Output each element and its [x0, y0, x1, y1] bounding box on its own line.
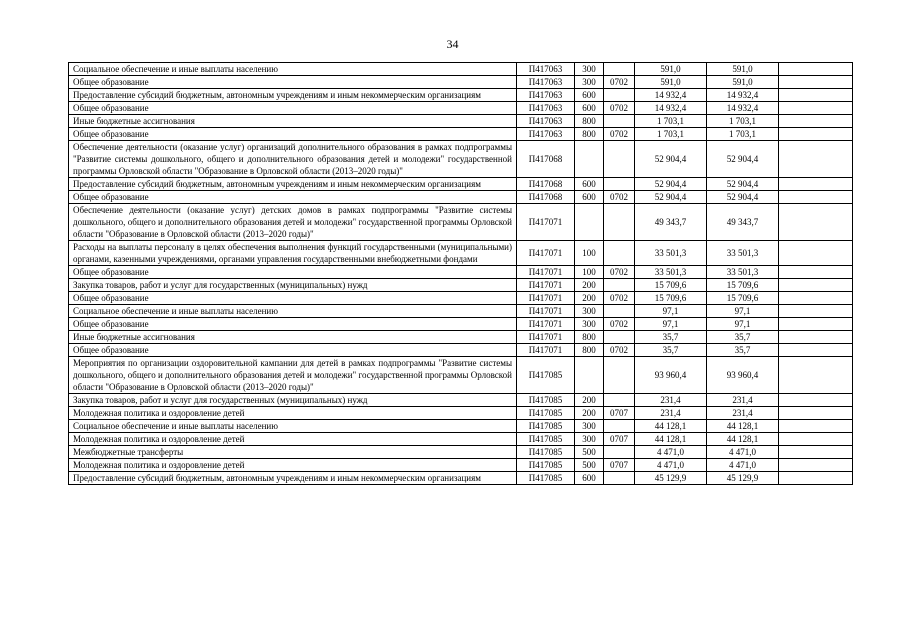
row-expense-type-cell: 200: [575, 279, 604, 292]
row-amount-2-cell: 4 471,0: [707, 459, 779, 472]
row-amount-2-cell: 33 501,3: [707, 241, 779, 266]
row-empty-cell: [779, 204, 853, 241]
row-section-cell: 0702: [604, 344, 635, 357]
row-code-cell: П417071: [517, 318, 575, 331]
row-code-cell: П417063: [517, 63, 575, 76]
row-name-cell: Социальное обеспечение и иные выплаты населению: [69, 305, 517, 318]
row-expense-type-cell: 200: [575, 292, 604, 305]
table-row: [69, 446, 853, 459]
row-amount-2-cell: 97,1: [707, 305, 779, 318]
table-row: [69, 318, 853, 331]
row-expense-type-cell: 500: [575, 459, 604, 472]
row-code-cell: П417085: [517, 420, 575, 433]
row-expense-type-cell: 300: [575, 63, 604, 76]
row-amount-2-cell: 35,7: [707, 331, 779, 344]
row-code-cell: П417071: [517, 292, 575, 305]
row-amount-2-cell: 44 128,1: [707, 420, 779, 433]
row-section-cell: [604, 279, 635, 292]
row-section-cell: 0702: [604, 128, 635, 141]
row-amount-2-cell: 231,4: [707, 407, 779, 420]
row-section-cell: 0702: [604, 318, 635, 331]
row-name-cell: Общее образование: [69, 266, 517, 279]
row-code-cell: П417063: [517, 115, 575, 128]
row-name-cell: Предоставление субсидий бюджетным, автономным учреждениям и иным некоммерческим организациям: [69, 472, 517, 485]
row-expense-type-cell: [575, 204, 604, 241]
row-empty-cell: [779, 76, 853, 89]
row-amount-1-cell: 52 904,4: [635, 178, 707, 191]
row-amount-1-cell: 231,4: [635, 394, 707, 407]
row-code-cell: П417071: [517, 344, 575, 357]
row-amount-1-cell: 93 960,4: [635, 357, 707, 394]
row-code-cell: П417063: [517, 102, 575, 115]
row-section-cell: [604, 420, 635, 433]
row-name-cell: Молодежная политика и оздоровление детей: [69, 459, 517, 472]
row-code-cell: П417085: [517, 357, 575, 394]
row-expense-type-cell: 600: [575, 191, 604, 204]
row-amount-1-cell: 15 709,6: [635, 279, 707, 292]
table-row: [69, 102, 853, 115]
row-name-cell: Общее образование: [69, 344, 517, 357]
row-amount-1-cell: 97,1: [635, 305, 707, 318]
row-expense-type-cell: 800: [575, 331, 604, 344]
row-empty-cell: [779, 446, 853, 459]
row-amount-1-cell: 4 471,0: [635, 446, 707, 459]
page-number: 34: [446, 37, 459, 51]
row-code-cell: П417071: [517, 305, 575, 318]
row-expense-type-cell: 200: [575, 394, 604, 407]
table-row: [69, 279, 853, 292]
row-section-cell: 0702: [604, 266, 635, 279]
row-section-cell: [604, 63, 635, 76]
row-name-cell: Общее образование: [69, 102, 517, 115]
budget-table: [68, 62, 853, 485]
row-empty-cell: [779, 420, 853, 433]
row-amount-1-cell: 45 129,9: [635, 472, 707, 485]
table-row: [69, 266, 853, 279]
row-amount-2-cell: 15 709,6: [707, 279, 779, 292]
row-code-cell: П417063: [517, 128, 575, 141]
row-name-cell: Иные бюджетные ассигнования: [69, 331, 517, 344]
row-amount-1-cell: 49 343,7: [635, 204, 707, 241]
row-amount-2-cell: 33 501,3: [707, 266, 779, 279]
row-amount-2-cell: 93 960,4: [707, 357, 779, 394]
row-empty-cell: [779, 241, 853, 266]
row-code-cell: П417085: [517, 394, 575, 407]
row-expense-type-cell: 300: [575, 305, 604, 318]
row-amount-2-cell: 4 471,0: [707, 446, 779, 459]
row-amount-1-cell: 35,7: [635, 344, 707, 357]
row-amount-2-cell: 1 703,1: [707, 115, 779, 128]
row-amount-1-cell: 231,4: [635, 407, 707, 420]
table-row: [69, 128, 853, 141]
row-empty-cell: [779, 266, 853, 279]
row-empty-cell: [779, 433, 853, 446]
row-name-cell: Обеспечение деятельности (оказание услуг) организаций дополнительного образования в рамках подпрограммы "Развитие системы дошкольного, общего и дополнительного образования детей и молодежи" государственной программы Орловской области "Образование в Орловской области (2013–2020 годы)": [69, 141, 517, 178]
row-name-cell: Общее образование: [69, 318, 517, 331]
row-empty-cell: [779, 292, 853, 305]
table-row: [69, 459, 853, 472]
row-name-cell: Мероприятия по организации оздоровительной кампании для детей в рамках подпрограммы "Развитие системы дошкольного, общего и дополнительного образования детей и молодежи" государственной программы Орловской области "Образование в Орловской области (2013–2020 годы)": [69, 357, 517, 394]
row-code-cell: П417063: [517, 89, 575, 102]
row-section-cell: [604, 204, 635, 241]
row-name-cell: Предоставление субсидий бюджетным, автономным учреждениям и иным некоммерческим организациям: [69, 89, 517, 102]
table-row: [69, 241, 853, 266]
row-code-cell: П417071: [517, 331, 575, 344]
row-section-cell: [604, 446, 635, 459]
row-section-cell: 0702: [604, 76, 635, 89]
row-amount-1-cell: 591,0: [635, 76, 707, 89]
row-empty-cell: [779, 344, 853, 357]
row-amount-2-cell: 14 932,4: [707, 102, 779, 115]
row-section-cell: [604, 241, 635, 266]
row-name-cell: Социальное обеспечение и иные выплаты населению: [69, 420, 517, 433]
row-amount-1-cell: 15 709,6: [635, 292, 707, 305]
row-expense-type-cell: [575, 141, 604, 178]
row-expense-type-cell: 800: [575, 128, 604, 141]
row-empty-cell: [779, 128, 853, 141]
table-row: [69, 178, 853, 191]
row-expense-type-cell: 300: [575, 420, 604, 433]
row-section-cell: [604, 178, 635, 191]
row-empty-cell: [779, 115, 853, 128]
table-row: [69, 331, 853, 344]
row-amount-1-cell: 52 904,4: [635, 141, 707, 178]
row-code-cell: П417068: [517, 191, 575, 204]
row-name-cell: Общее образование: [69, 292, 517, 305]
row-expense-type-cell: 800: [575, 344, 604, 357]
row-code-cell: П417085: [517, 433, 575, 446]
table-row: [69, 204, 853, 241]
row-section-cell: [604, 305, 635, 318]
row-amount-2-cell: 591,0: [707, 63, 779, 76]
row-name-cell: Общее образование: [69, 76, 517, 89]
row-amount-2-cell: 97,1: [707, 318, 779, 331]
row-section-cell: [604, 331, 635, 344]
row-code-cell: П417071: [517, 279, 575, 292]
table-row: [69, 89, 853, 102]
table-row: [69, 407, 853, 420]
table-row: [69, 433, 853, 446]
table-row: [69, 76, 853, 89]
row-section-cell: 0707: [604, 433, 635, 446]
table-row: [69, 191, 853, 204]
table-row: [69, 292, 853, 305]
row-name-cell: Общее образование: [69, 128, 517, 141]
table-row: [69, 63, 853, 76]
row-code-cell: П417085: [517, 459, 575, 472]
table-row: [69, 115, 853, 128]
row-expense-type-cell: 300: [575, 76, 604, 89]
row-expense-type-cell: 600: [575, 89, 604, 102]
row-name-cell: Расходы на выплаты персоналу в целях обеспечения выполнения функций государственными (муниципальными) органами, казенными учреждениями, органами управления государственными внебюджетными фондами: [69, 241, 517, 266]
row-section-cell: [604, 472, 635, 485]
table-row: [69, 141, 853, 178]
row-expense-type-cell: 600: [575, 472, 604, 485]
row-section-cell: 0707: [604, 459, 635, 472]
row-amount-2-cell: 45 129,9: [707, 472, 779, 485]
row-amount-2-cell: 49 343,7: [707, 204, 779, 241]
row-amount-2-cell: 35,7: [707, 344, 779, 357]
row-amount-1-cell: 35,7: [635, 331, 707, 344]
row-amount-2-cell: 15 709,6: [707, 292, 779, 305]
row-name-cell: Закупка товаров, работ и услуг для государственных (муниципальных) нужд: [69, 279, 517, 292]
row-empty-cell: [779, 191, 853, 204]
row-amount-2-cell: 1 703,1: [707, 128, 779, 141]
table-row: [69, 472, 853, 485]
row-amount-1-cell: 97,1: [635, 318, 707, 331]
row-code-cell: П417071: [517, 241, 575, 266]
row-code-cell: П417071: [517, 266, 575, 279]
budget-table-body: [69, 63, 853, 485]
row-code-cell: П417085: [517, 407, 575, 420]
row-expense-type-cell: 500: [575, 446, 604, 459]
row-amount-1-cell: 14 932,4: [635, 102, 707, 115]
row-empty-cell: [779, 178, 853, 191]
row-amount-1-cell: 33 501,3: [635, 241, 707, 266]
row-amount-2-cell: 52 904,4: [707, 191, 779, 204]
row-empty-cell: [779, 459, 853, 472]
row-code-cell: П417071: [517, 204, 575, 241]
row-name-cell: Предоставление субсидий бюджетным, автономным учреждениям и иным некоммерческим организациям: [69, 178, 517, 191]
row-empty-cell: [779, 63, 853, 76]
row-name-cell: Иные бюджетные ассигнования: [69, 115, 517, 128]
row-empty-cell: [779, 472, 853, 485]
row-section-cell: [604, 394, 635, 407]
row-section-cell: 0707: [604, 407, 635, 420]
row-code-cell: П417068: [517, 178, 575, 191]
row-empty-cell: [779, 89, 853, 102]
row-amount-2-cell: 231,4: [707, 394, 779, 407]
row-amount-1-cell: 1 703,1: [635, 128, 707, 141]
row-amount-2-cell: 52 904,4: [707, 178, 779, 191]
row-empty-cell: [779, 279, 853, 292]
table-row: [69, 344, 853, 357]
row-amount-1-cell: 44 128,1: [635, 420, 707, 433]
row-section-cell: [604, 141, 635, 178]
row-amount-2-cell: 52 904,4: [707, 141, 779, 178]
row-expense-type-cell: 300: [575, 318, 604, 331]
row-amount-1-cell: 52 904,4: [635, 191, 707, 204]
row-empty-cell: [779, 305, 853, 318]
row-empty-cell: [779, 102, 853, 115]
row-name-cell: Общее образование: [69, 191, 517, 204]
row-empty-cell: [779, 141, 853, 178]
row-section-cell: 0702: [604, 292, 635, 305]
row-section-cell: [604, 357, 635, 394]
row-empty-cell: [779, 318, 853, 331]
row-code-cell: П417085: [517, 446, 575, 459]
table-row: [69, 420, 853, 433]
row-amount-1-cell: 44 128,1: [635, 433, 707, 446]
row-name-cell: Обеспечение деятельности (оказание услуг) детских домов в рамках подпрограммы "Развитие системы дошкольного, общего и дополнительного образования детей и молодежи" государственной программы Орловской области "Образование в Орловской области (2013–2020 годы)": [69, 204, 517, 241]
row-amount-1-cell: 1 703,1: [635, 115, 707, 128]
row-code-cell: П417063: [517, 76, 575, 89]
row-amount-1-cell: 33 501,3: [635, 266, 707, 279]
row-name-cell: Молодежная политика и оздоровление детей: [69, 407, 517, 420]
row-expense-type-cell: 600: [575, 102, 604, 115]
row-code-cell: П417085: [517, 472, 575, 485]
row-amount-2-cell: 591,0: [707, 76, 779, 89]
row-section-cell: 0702: [604, 102, 635, 115]
row-amount-2-cell: 14 932,4: [707, 89, 779, 102]
table-row: [69, 394, 853, 407]
row-expense-type-cell: 300: [575, 433, 604, 446]
row-expense-type-cell: [575, 357, 604, 394]
row-amount-2-cell: 44 128,1: [707, 433, 779, 446]
row-empty-cell: [779, 357, 853, 394]
row-empty-cell: [779, 331, 853, 344]
row-section-cell: [604, 89, 635, 102]
table-row: [69, 305, 853, 318]
row-expense-type-cell: 100: [575, 241, 604, 266]
row-code-cell: П417068: [517, 141, 575, 178]
row-amount-1-cell: 591,0: [635, 63, 707, 76]
row-amount-1-cell: 14 932,4: [635, 89, 707, 102]
row-name-cell: Межбюджетные трансферты: [69, 446, 517, 459]
row-name-cell: Социальное обеспечение и иные выплаты населению: [69, 63, 517, 76]
row-name-cell: Молодежная политика и оздоровление детей: [69, 433, 517, 446]
row-section-cell: 0702: [604, 191, 635, 204]
table-row: [69, 357, 853, 394]
row-expense-type-cell: 200: [575, 407, 604, 420]
row-expense-type-cell: 800: [575, 115, 604, 128]
row-expense-type-cell: 600: [575, 178, 604, 191]
row-empty-cell: [779, 407, 853, 420]
row-name-cell: Закупка товаров, работ и услуг для государственных (муниципальных) нужд: [69, 394, 517, 407]
row-amount-1-cell: 4 471,0: [635, 459, 707, 472]
row-expense-type-cell: 100: [575, 266, 604, 279]
row-section-cell: [604, 115, 635, 128]
row-empty-cell: [779, 394, 853, 407]
